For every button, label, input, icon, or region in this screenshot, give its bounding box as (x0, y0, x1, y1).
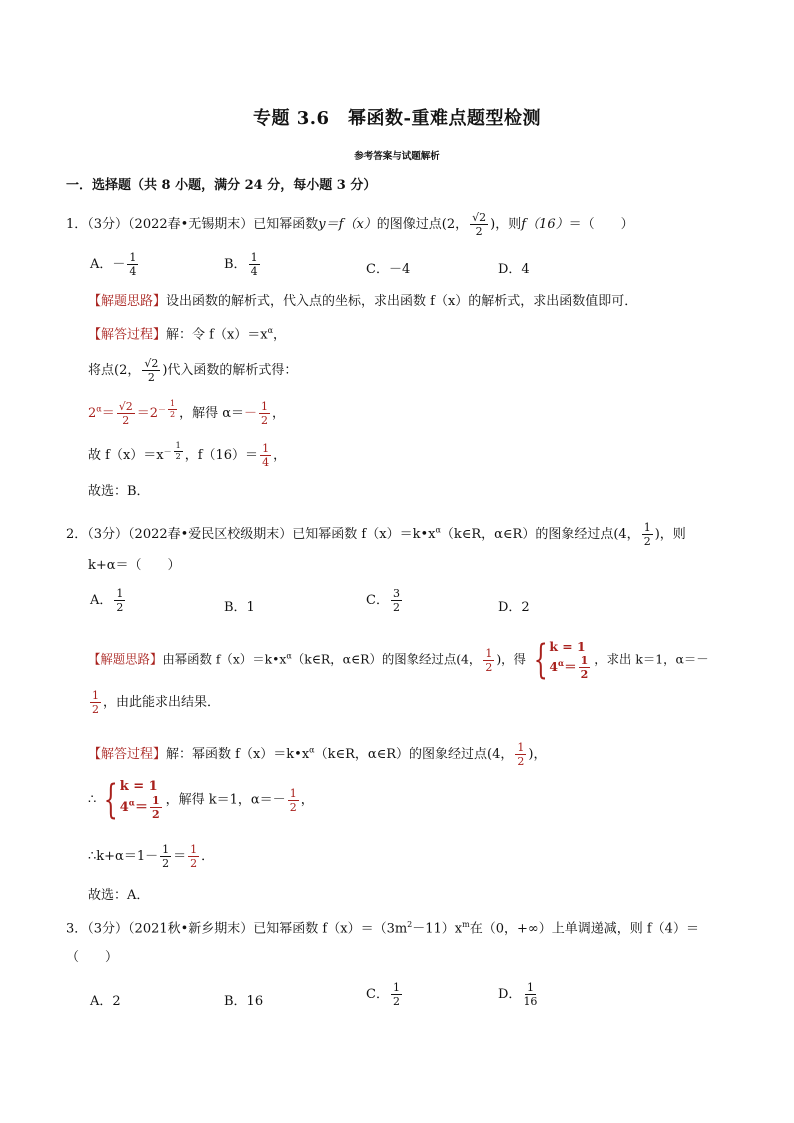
q1-option-a: A．－ $\frac{1}{4}$ (90, 251, 137, 278)
q2-stem-line2: k+α＝（ ） (88, 558, 181, 573)
q2-process: 【解答过程】解：幂函数 $f(x)=k•x^\alpha(k\in R$，α∈R）的图象经过点(4， $\frac{1}{2}$ )， (88, 741, 547, 768)
q1-equation: $2^\alpha=$ $\frac{√2}{2}$ $=2^{- \frac{1}{2}}$ ，解得 α＝－ $\frac{1}{2}$ ， (88, 399, 286, 427)
q2-analysis-line2: $\frac{1}{2}$ ，由此能求出结果． (92, 689, 221, 716)
q1-stem: 1．（3分）（2022春•无锡期末）已知幂函数y＝f（x）的图像过点(2， $\frac{√2}{2}$ )，则f（16）＝（ ） (66, 211, 634, 238)
q2-answer: 故选：A． (88, 888, 150, 903)
q2-process-system: { k = 1 $4^\alpha=$ $\frac{1}{2}$ (104, 777, 160, 823)
q3-option-b: B．16 (224, 994, 264, 1009)
q3-option-d: D． $\frac{1}{16}$ (498, 981, 538, 1008)
q2-analysis: 【解题思路】由幂函数 $f(x)=k•x^\alpha(k\in R$，α∈R）的图象经过点(4， $\frac{1}{2}$ )，得 { k = 1 $4^\alpha=$ $\frac{1}{2}$ ，求出 k＝1，α＝－ (88, 637, 709, 683)
q2-sum: ∴k+α＝1－ $\frac{1}{2}$ ＝ $\frac{1}{2}$ ． (88, 843, 215, 870)
q3-stem-line2: （ ） (66, 950, 119, 965)
q2-option-a: A． $\frac{1}{2}$ (90, 587, 124, 614)
q2-option-d: D．2 (498, 600, 530, 615)
q1-option-b: B． $\frac{1}{4}$ (224, 251, 258, 278)
q1-option-c: C．－4 (366, 262, 411, 277)
q2-analysis-system: { k = 1 $4^\alpha=$ $\frac{1}{2}$ (533, 637, 589, 683)
q1-option-d: D．4 (498, 262, 530, 277)
section-heading: 一．选择题（共 8 小题，满分 24 分，每小题 3 分） (66, 178, 377, 193)
q1-substitute: 将点(2， $\frac{√2}{2}$ )代入函数的解析式得： (88, 357, 298, 384)
q1-process: 【解答过程】解：令 $f(x)=x^\alpha$， (88, 326, 287, 343)
q2-therefore: ∴ { k = 1 $4^\alpha=$ $\frac{1}{2}$ ，解得 k＝1，α＝－ $\frac{1}{2}$ ， (88, 777, 314, 823)
q2-option-b: B．1 (224, 600, 255, 615)
q3-stem: 3．（3分）（2021秋•新乡期末）已知幂函数 $f(x)=(3m^2-11)x^m$在（0，+∞）上单调递减，则 f（4）＝ (66, 920, 699, 937)
page-subtitle: 参考答案与试题解析 (354, 151, 440, 162)
q2-stem: 2．（3分）（2022春•爱民区校级期末）已知幂函数 $f(x)=k•x^\alpha(k\in R$，α∈R）的图象经过点(4， $\frac{1}{2}$ )，则 (66, 521, 686, 548)
q1-result: 故 $f(x)=x^{- \frac{1}{2}}$ ，f（16）＝ $\frac{1}{4}$ ， (88, 441, 287, 469)
q3-option-c: C． $\frac{1}{2}$ (366, 981, 400, 1008)
q1-analysis: 【解题思路】设出函数的解析式，代入点的坐标，求出函数 f（x）的解析式，求出函数值即可． (88, 294, 638, 309)
q3-option-a: A．2 (90, 994, 121, 1009)
q2-option-c: C． $\frac{3}{2}$ (366, 587, 400, 614)
page-title: 专题 3.6 幂函数-重难点题型检测 (252, 108, 542, 129)
q1-answer: 故选：B． (88, 484, 150, 499)
